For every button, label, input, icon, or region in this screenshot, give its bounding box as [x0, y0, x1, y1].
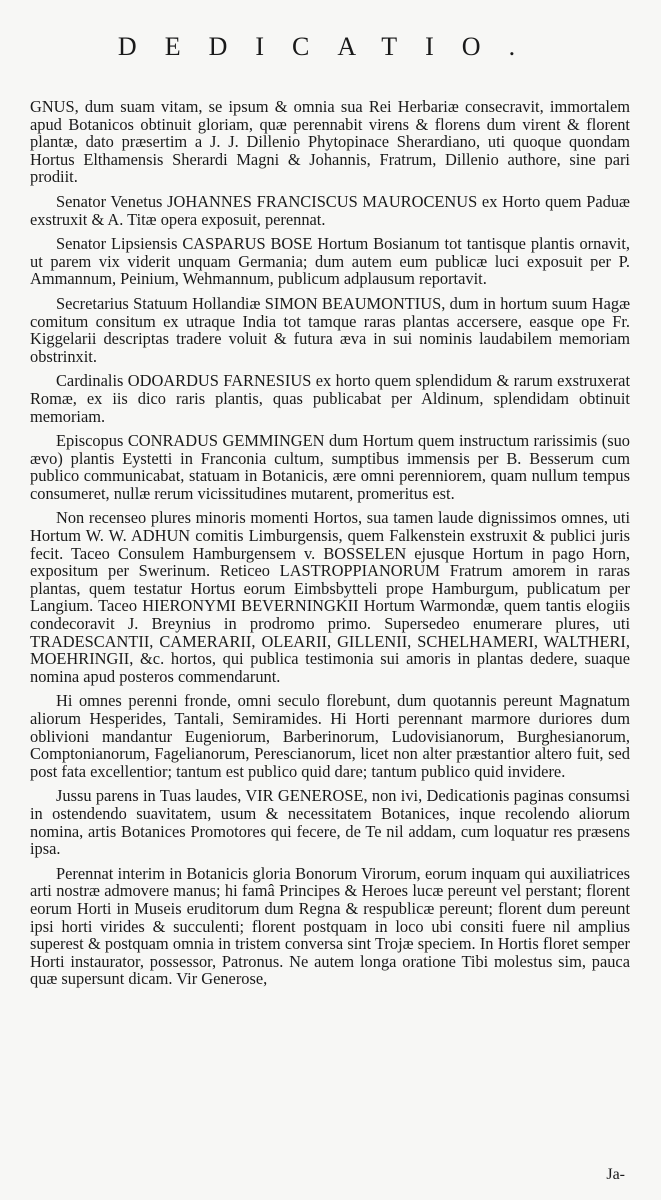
paragraph: Perennat interim in Botanicis gloria Bonorum Virorum, eorum inquam qui auxiliatrices arti nostræ admovere manus; hi famâ Principes & Heroes lucæ pereunt vel perstant; florent eorum Horti in Museis eruditorum dum Regna & respublicæ pereunt; florent dum pereunt ipsi horti virides & succulenti; florent postquam in loco ubi consiti fuere nil amplius superest & postquam omnia in tristem conversa sint Trojæ speciem. In Hortis floret semper Horti instaurator, possessor, Patronus. Ne autem longa oratione Tibi molestus sim, pauca quæ supersunt dicam. Vir Generose, [30, 863, 630, 989]
paragraph: Episcopus CONRADUS GEMMINGEN dum Hortum quem instructum rarissimis (suo ævo) plantis Eystetti in Franconia cultum, sumptibus immensis per B. Besserum cum publico communicabat, statuam in Botanicis, ære omni perenniorem, quam nullum tempus consumeret, nullæ rerum vicissitudines mutarent, promeritus est. [30, 431, 630, 503]
catchword: Ja- [606, 1166, 625, 1183]
page-header: DEDICATIO. [117, 32, 544, 61]
paragraph: Hi omnes perenni fronde, omni seculo florebunt, dum quotannis pereunt Magnatum aliorum Hesperides, Tantali, Semiramides. Hi Horti perennant marmore duriores dum oblivioni mandantur Eugeniorum, Barberinorum, Ludovisianorum, Burghesianorum, Comptonianorum, Fagelianorum, Perescianorum, licet non alter præstantior altero fuit, sed post fata excellentior; tantum est publico quid dare; tantum publico quid invidere. [30, 691, 630, 781]
paragraph: Secretarius Statuum Hollandiæ SIMON BEAUMONTIUS, dum in hortum suum Hagæ comitum consitum ex utraque India tot tamque raras plantas accersere, easque ope Fr. Kiggelarii descriptas tradere voluit & futura æva in sui nominis laudabilem memoriam obstrinxit. [30, 293, 630, 366]
paragraph: GNUS, dum suam vitam, se ipsum & omnia sua Rei Herbariæ consecravit, immortalem apud Botanicos obtinuit gloriam, quæ perennabit virens & florens dum virent & florent plantæ, dato præsertim a J. J. Dillenio Phytopinace Sherardiano, uti quoque quondam Hortus Elthamensis Sherardi Magni & Johannis, Fratrum, Dillenio authore, sine pari prodiit. [30, 97, 630, 187]
paragraph: Cardinalis ODOARDUS FARNESIUS ex horto quem splendidum & rarum exstruxerat Romæ, ex iis dico raris plantis, quas publicabat per Aldinum, splendidam obtinuit memoriam. [30, 371, 630, 426]
paragraph: Senator Lipsiensis CASPARUS BOSE Hortum Bosianum tot tantisque plantis ornavit, ut parem vix viderit unquam Germania; dum autem eum publicæ luci exposuit per P. Ammannum, Peinium, Wehmannum, publicum adplausum reportavit. [30, 234, 630, 289]
body-text [30, 98, 630, 995]
paragraph: Non recenseo plures minoris momenti Hortos, sua tamen laude dignissimos omnes, uti Hortum W. W. ADHUN comitis Limburgensis, quem Falkenstein exstruxit & publici juris fecit. Taceo Consulem Hamburgensem v. BOSSELEN ejusque Hortum in pago Horn, expositum per Swerinum. Reticeo LASTROPPIANORUM Fratrum amorem in raras plantas, quem testatur Hortus eorum Eimbsbytteli prope Hamburgum, publicatum per Langium. Taceo HIERONYMI BEVERNINGKII Hortum Warmondæ, quem tantis elogiis condecoravit J. Breynius in prodromo primo. Supersedeo enumerare plures, uti TRADESCANTII, CAMERARII, OLEARII, GILLENII, SCHELHAMERI, WALTHERI, MOEHRINGII, &c. hortos, qui publica testimonia sui amoris in plantas dedere, suaque nomina apud posteros commendarunt. [30, 508, 630, 686]
paragraph: Senator Venetus JOHANNES FRANCISCUS MAUROCENUS ex Horto quem Paduæ exstruxit & A. Titæ opera exposuit, perennat. [30, 191, 630, 229]
paragraph: Jussu parens in Tuas laudes, VIR GENEROSE, non ivi, Dedicationis paginas consumsi in ostendendo suavitatem, usum & necessitatem Botanices, inque recolendo aliorum nomina, artis Botanices Promotores qui fecere, de Te nil addam, cum loquatur res præsens ipsa. [30, 786, 630, 859]
